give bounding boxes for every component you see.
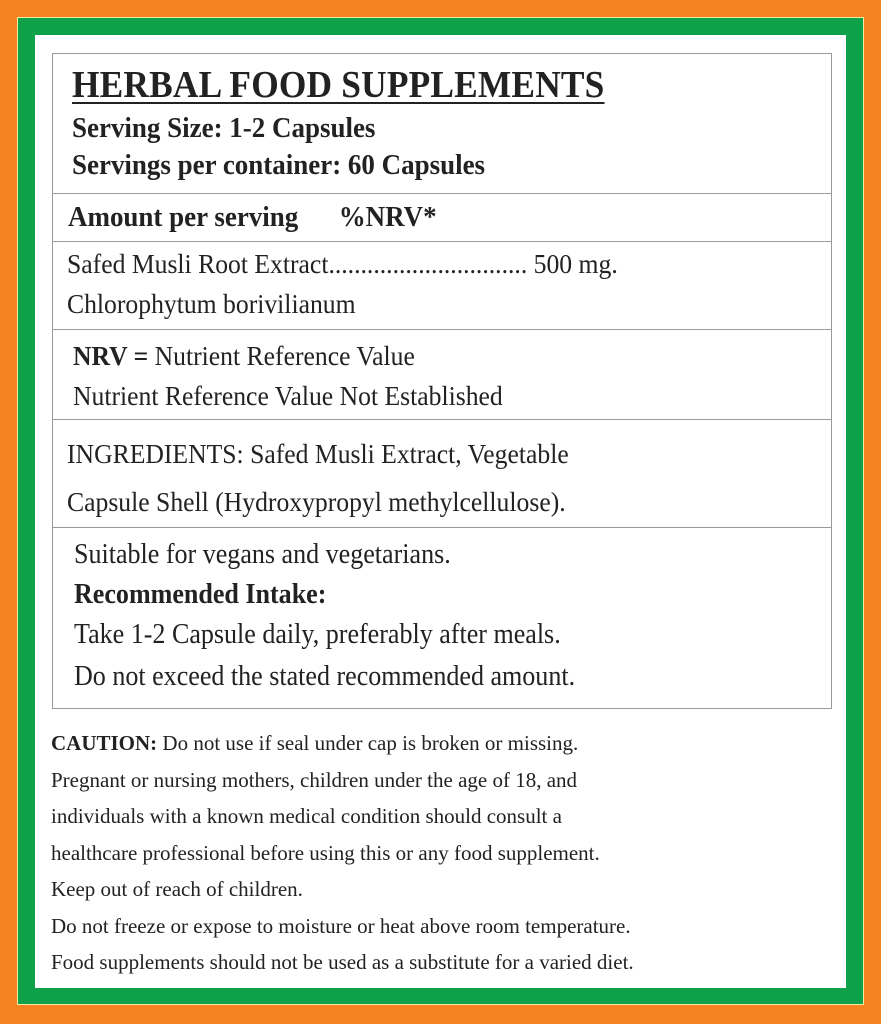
botanical-name: Chlorophytum borivilianum <box>67 289 356 319</box>
caution-line: Do not use if seal under cap is broken or missing. <box>157 731 579 755</box>
ingredients-line-1: INGREDIENTS: Safed Musli Extract, Vegetable <box>67 439 569 469</box>
header-section <box>53 54 831 194</box>
serving-size: Serving Size: 1-2 Capsules <box>72 112 376 144</box>
intake-heading: Recommended Intake: <box>74 579 327 610</box>
extract-row <box>53 242 831 330</box>
amount-per-serving-label: Amount per serving <box>68 201 299 233</box>
nrv-note: Nutrient Reference Value Not Established <box>73 381 503 411</box>
nrv-definition: Nutrient Reference Value <box>148 341 415 371</box>
suitable-note: Suitable for vegans and vegetarians. <box>74 539 451 570</box>
supplement-facts-table <box>52 53 832 709</box>
caution-line: Do not freeze or expose to moisture or heat above room temperature. <box>51 913 631 938</box>
caution-line: Pregnant or nursing mothers, children under the age of 18, and <box>51 767 578 792</box>
amount-header-row <box>53 194 831 242</box>
nrv-definition-row <box>53 330 831 420</box>
caution-line: individuals with a known medical condition should consult a <box>51 804 562 828</box>
page-title: HERBAL FOOD SUPPLEMENTS <box>72 64 605 106</box>
nrv-column-label: %NRV* <box>338 201 437 233</box>
extract-name: Safed Musli Root Extract............................... <box>67 249 528 279</box>
servings-per-container: Servings per container: 60 Capsules <box>72 149 486 181</box>
intake-line-2: Do not exceed the stated recommended amount. <box>74 661 576 692</box>
extract-amount: 500 mg. <box>533 249 618 279</box>
caution-line: Keep out of reach of children. <box>51 877 303 901</box>
intake-line-1: Take 1-2 Capsule daily, preferably after meals. <box>74 619 561 650</box>
label-panel <box>35 35 846 988</box>
caution-line: Food supplements should not be used as a substitute for a varied diet. <box>51 950 634 974</box>
caution-section <box>51 725 841 981</box>
usage-row <box>53 528 831 708</box>
nrv-abbrev: NRV = <box>73 341 149 371</box>
caution-line: healthcare professional before using this or any food supplement. <box>51 840 600 865</box>
ingredients-line-2: Capsule Shell (Hydroxypropyl methylcellulose). <box>67 487 566 517</box>
ingredients-row <box>53 420 831 528</box>
caution-heading: CAUTION: <box>51 731 158 755</box>
